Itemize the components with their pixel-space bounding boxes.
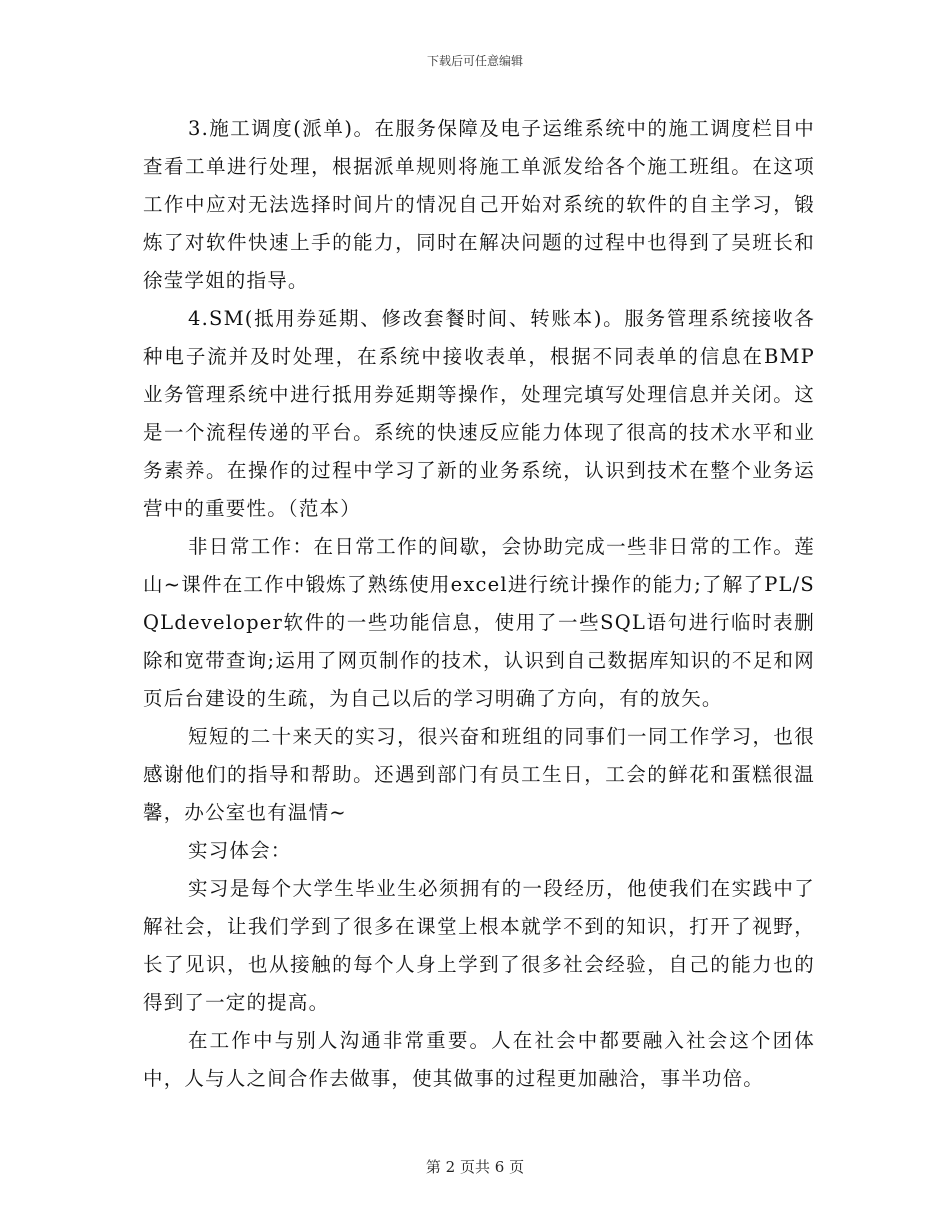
section-heading-internship-reflection: 实习体会： xyxy=(188,839,292,862)
paragraph-internship-summary: 短短的二十来天的实习，很兴奋和班组的同事们一同工作学习，也很感谢他们的指导和帮助。还遇到部门有员工生日，工会的鲜花和蛋糕很温馨，办公室也有温情~ xyxy=(143,725,815,824)
paragraph-non-routine-work: 非日常工作：在日常工作的间歇，会协助完成一些非日常的工作。莲山~课件在工作中锻炼了熟练使用excel进行统计操作的能力;了解了PL/SQLdeveloper软件的一些功能信息，使用了一些SQL语句进行临时表删除和宽带查询;运用了网页制作的技术，认识到自己数据库知识的不足和网页后台建设的生疏，为自己以后的学习明确了方向，有的放矢。 xyxy=(143,535,815,710)
paragraph-communication: 在工作中与别人沟通非常重要。人在社会中都要融入社会这个团体中，人与人之间合作去做事，使其做事的过程更加融洽，事半功倍。 xyxy=(143,1029,815,1090)
page-header-note: 下载后可任意编辑 xyxy=(426,54,523,68)
paragraph-sm-system: 4.SM(抵用券延期、修改套餐时间、转账本)。服务管理系统接收各种电子流并及时处理，在系统中接收表单，根据不同表单的信息在BMP业务管理系统中进行抵用券延期等操作，处理完填写处理信息并关闭。这是一个流程传递的平台。系统的快速反应能力体现了很高的技术水平和业务素养。在操作的过程中学习了新的业务系统，认识到技术在整个业务运营中的重要性。（范本） xyxy=(143,307,815,520)
paragraph-internship-experience: 实习是每个大学生毕业生必须拥有的一段经历，他使我们在实践中了解社会，让我们学到了很多在课堂上根本就学不到的知识，打开了视野，长了见识，也从接触的每个人身上学到了很多社会经验，自己的能力也的得到了一定的提高。 xyxy=(143,877,815,1014)
document-body xyxy=(143,110,815,1098)
page-number-footer: 第 2 页共 6 页 xyxy=(425,1158,525,1176)
paragraph-dispatch-scheduling: 3.施工调度(派单)。在服务保障及电子运维系统中的施工调度栏目中查看工单进行处理，根据派单规则将施工单派发给各个施工班组。在这项工作中应对无法选择时间片的情况自己开始对系统的软件的自主学习，锻炼了对软件快速上手的能力，同时在解决问题的过程中也得到了吴班长和徐莹学姐的指导。 xyxy=(143,117,815,292)
